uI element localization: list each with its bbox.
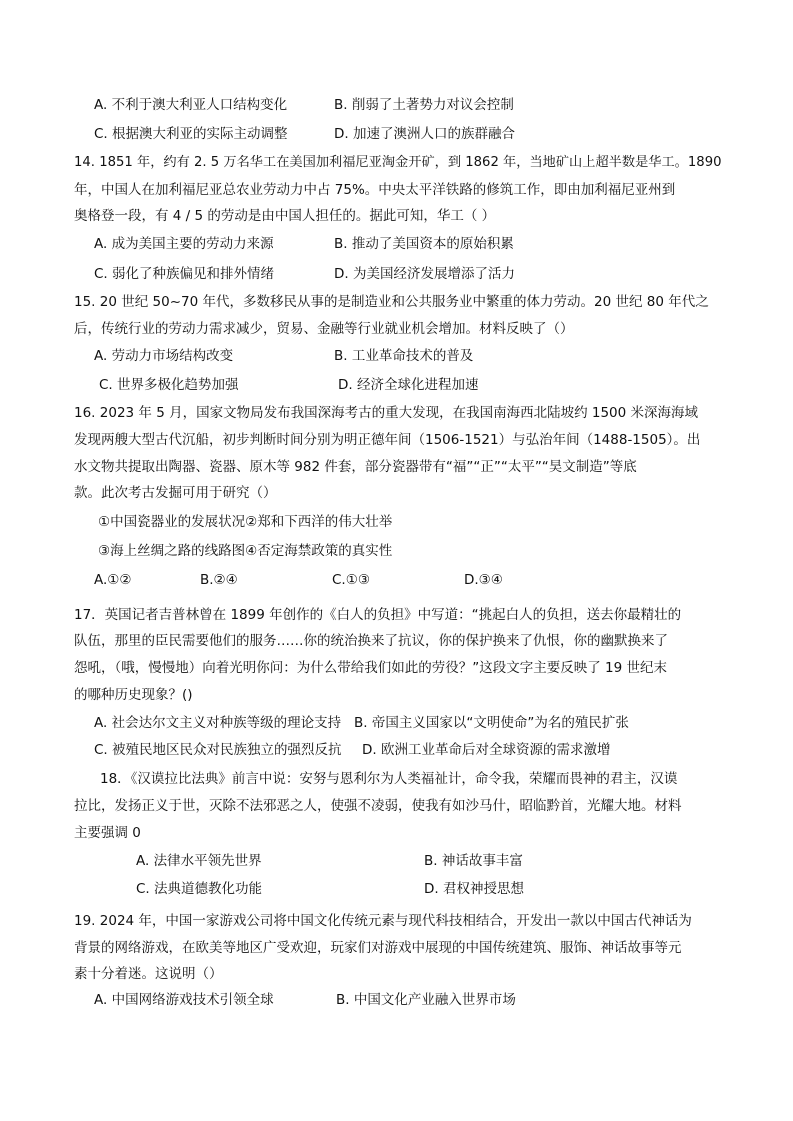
q16-stem-line: 款。此次考古发掘可用于研究（） [74, 485, 277, 501]
q14-option-c: C. 弱化了种族偏见和排外情绪 [94, 266, 275, 282]
q15-option-d: D. 经济全球化进程加速 [338, 377, 479, 393]
q14-option-d: D. 为美国经济发展增添了活力 [334, 266, 515, 282]
q16-option-c: C.①③ [332, 572, 370, 588]
q18-stem-line: 主要强调 0 [74, 825, 141, 841]
q18-option-a: A. 法律水平领先世界 [136, 853, 262, 869]
q17-option-d: D. 欧洲工业革命后对全球资源的需求激增 [362, 742, 611, 758]
q15-option-a: A. 劳动力市场结构改变 [94, 348, 234, 364]
q14-stem-line: 14. 1851 年，约有 2. 5 万名华工在美国加利福尼亚淘金开矿，到 1862 年，当地矿山上超半数是华工。1890 [74, 155, 722, 170]
q16-stem-line: 发现两艘大型古代沉船，初步判断时间分别为明正德年间（1506-1521）与弘治年间（1488-1505）。出 [74, 432, 701, 448]
q17-stem-line: 的哪种历史现象？() [74, 687, 193, 703]
q17-option-a: A. 社会达尔文主义对种族等级的理论支持 [94, 715, 342, 731]
q14-option-a: A. 成为美国主要的劳动力来源 [94, 236, 274, 252]
q14-option-b: B. 推动了美国资本的原始积累 [334, 236, 514, 252]
q14-stem-line: 年，中国人在加利福尼亚总农业劳动力中占 75%。中央太平洋铁路的修筑工作，即由加利福尼亚州到 [74, 182, 676, 198]
q17-stem-line: 17．英国记者吉普林曾在 1899 年创作的《白人的负担》中写道：“挑起白人的负担，送去你最精壮的 [74, 607, 682, 623]
q16-stem-line: 水文物共提取出陶器、瓷器、原木等 982 件套，部分瓷器带有“福”“正”“太平”“昊文制造”等底 [74, 459, 637, 475]
q19-option-a: A. 中国网络游戏技术引领全球 [94, 992, 274, 1008]
q16-item-line: ①中国瓷器业的发展状况②郑和下西洋的伟大壮举 [98, 514, 393, 530]
q16-option-b: B.②④ [200, 572, 238, 588]
q15-stem-line: 15. 20 世纪 50~70 年代，多数移民从事的是制造业和公共服务业中繁重的体力劳动。20 世纪 80 年代之 [74, 294, 709, 310]
q13-option-d: D. 加速了澳洲人口的族群融合 [334, 126, 515, 142]
q17-option-c: C. 被殖民地区民众对民族独立的强烈反抗 [94, 742, 342, 758]
q18-option-c: C. 法典道德教化功能 [136, 881, 263, 897]
q15-option-b: B. 工业革命技术的普及 [334, 348, 474, 364]
q15-stem-line: 后，传统行业的劳动力需求减少，贸易、金融等行业就业机会增加。材料反映了（） [74, 321, 574, 337]
q17-stem-line: 怨吼，（哦，慢慢地）向着光明你问：为什么带给我们如此的劳役？”这段文字主要反映了 19 世纪末 [74, 660, 668, 676]
q18-stem-line: 拉比，发扬正义于世，灭除不法邪恶之人，使强不凌弱，使我有如沙马什，昭临黔首，光耀大地。材料 [74, 798, 682, 814]
q17-option-b: B. 帝国主义国家以“文明使命”为名的殖民扩张 [354, 715, 629, 731]
q15-option-c: C. 世界多极化趋势加强 [99, 377, 239, 393]
q18-option-b: B. 神话故事丰富 [424, 853, 523, 869]
q19-option-b: B. 中国文化产业融入世界市场 [336, 992, 516, 1008]
q17-stem-line: 队伍，那里的臣民需要他们的服务……你的统治换来了抗议，你的保护换来了仇恨，你的幽默换来了 [74, 633, 668, 649]
q19-stem-line: 素十分着迷。这说明（） [74, 966, 223, 982]
q14-stem-line: 奥格登一段，有 4 ∕ 5 的劳动是由中国人担任的。据此可知，华工（ ） [74, 208, 496, 224]
q16-stem-line: 16. 2023 年 5 月，国家文物局发布我国深海考古的重大发现，在我国南海西北陆坡约 1500 米深海海域 [74, 405, 699, 421]
q19-stem-line: 背景的网络游戏，在欧美等地区广受欢迎，玩家们对游戏中展现的中国传统建筑、服饰、神话故事等元 [74, 940, 682, 956]
q19-stem-line: 19. 2024 年，中国一家游戏公司将中国文化传统元素与现代科技相结合，开发出一款以中国古代神话为 [74, 913, 692, 929]
q16-option-d: D.③④ [464, 572, 503, 588]
q18-option-d: D. 君权神授思想 [424, 881, 524, 897]
q16-item-line: ③海上丝绸之路的线路图④否定海禁政策的真实性 [98, 543, 393, 559]
q18-stem-line: 18．《汉谟拉比法典》前言中说：安努与恩利尔为人类福祉计，命令我，荣耀而畏神的君主，汉谟 [100, 771, 678, 787]
q13-option-a: A. 不利于澳大利亚人口结构变化 [94, 97, 288, 113]
q13-option-c: C. 根据澳大利亚的实际主动调整 [94, 126, 288, 142]
q16-option-a: A.①② [94, 572, 132, 588]
q13-option-b: B. 削弱了土著势力对议会控制 [334, 97, 514, 113]
